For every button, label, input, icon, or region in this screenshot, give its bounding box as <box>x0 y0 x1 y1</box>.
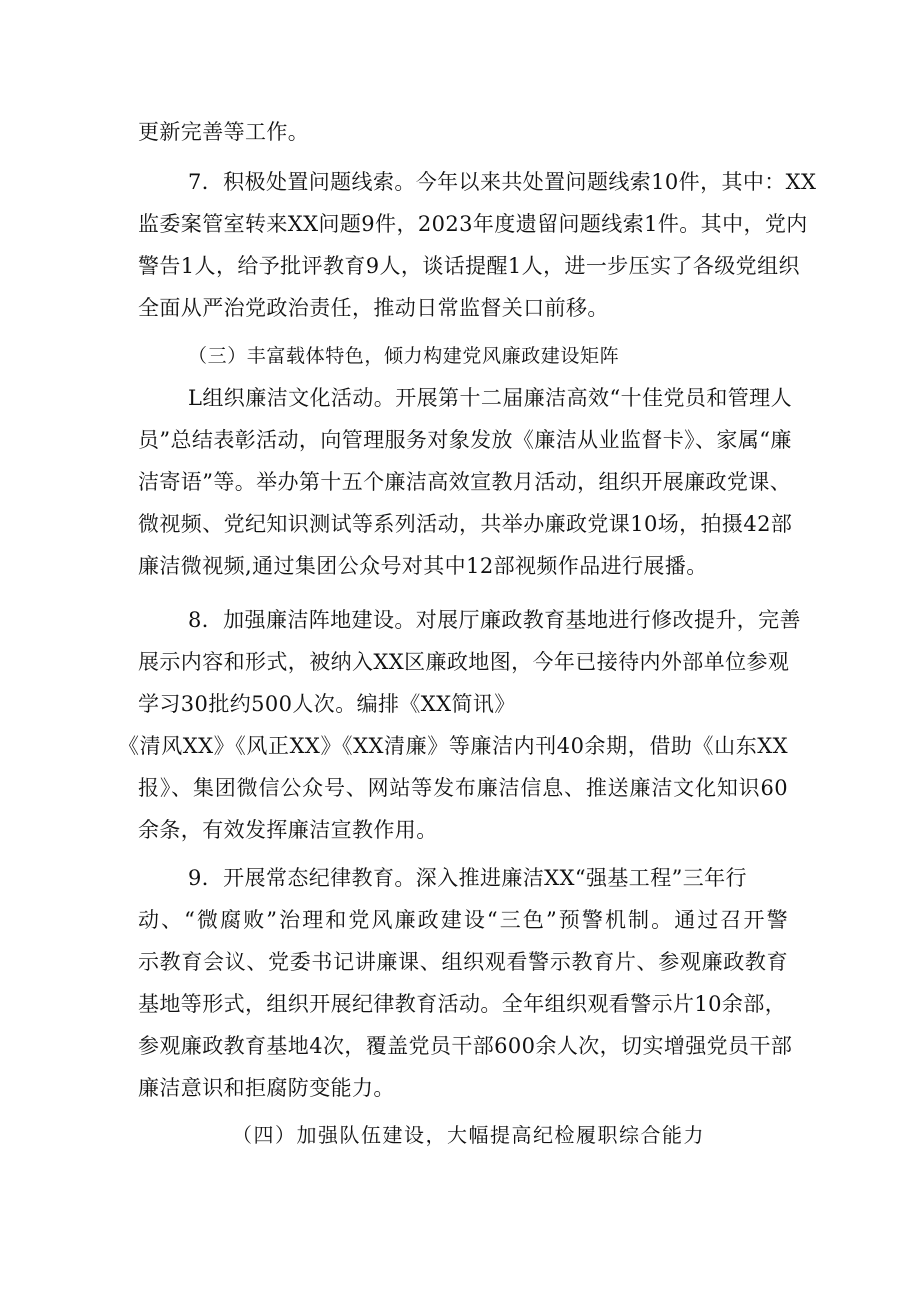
paragraph-l-line-4: 微视频、党纪知识测试等系列活动，共举办廉政党课10场，拍摄42部 <box>138 512 793 536</box>
paragraph-8-line-1: 8．加强廉洁阵地建设。对展厅廉政教育基地进行修改提升，完善 <box>188 608 801 632</box>
paragraph-8-line-3: 学习30批约500人次。编排《XX简讯》 <box>138 692 516 716</box>
paragraph-9-line-6: 廉洁意识和拒腐防变能力。 <box>138 1076 395 1100</box>
paragraph-7-line-1: 7．积极处置问题线索。今年以来共处置问题线索10件，其中：XX <box>188 170 817 194</box>
section-heading-4: （四）加强队伍建设，大幅提高纪检履职综合能力 <box>232 1123 705 1147</box>
paragraph-7-line-2: 监委案管室转来XX问题9件，2023年度遗留问题线索1件。其中，党内 <box>138 212 808 236</box>
paragraph-9-line-2: 动、“微腐败”治理和党风廉政建设“三色”预警机制。通过召开警 <box>138 908 788 932</box>
section-heading-3: （三）丰富载体特色，倾力构建党风廉政建设矩阵 <box>188 345 620 367</box>
paragraph-7-line-4: 全面从严治党政治责任，推动日常监督关口前移。 <box>138 296 609 320</box>
paragraph-9-line-3: 示教育会议、党委书记讲廉课、组织观看警示教育片、参观廉政教育 <box>138 950 788 974</box>
paragraph-continuation-line: 更新完善等工作。 <box>138 120 310 144</box>
paragraph-8-line-4: 《清风XX》《风正XX》《XX清廉》等廉洁内刊40余期，借助《山东XX <box>118 734 788 758</box>
paragraph-8-line-5: 报》、集团微信公众号、网站等发布廉洁信息、推送廉洁文化知识60 <box>138 776 788 800</box>
paragraph-9-line-1: 9．开展常态纪律教育。深入推进廉洁XX“强基工程”三年行 <box>188 866 747 890</box>
paragraph-9-line-5: 参观廉政教育基地4次，覆盖党员干部600余人次，切实增强党员干部 <box>138 1034 793 1058</box>
paragraph-8-line-6: 余条，有效发挥廉洁宣教作用。 <box>138 818 438 842</box>
paragraph-8-line-2: 展示内容和形式，被纳入XX区廉政地图，今年已接待内外部单位参观 <box>138 650 790 674</box>
paragraph-l-line-3: 洁寄语”等。举办第十五个廉洁高效宣教月活动，组织开展廉政党课、 <box>138 470 792 494</box>
paragraph-l-line-1: L组织廉洁文化活动。开展第十二届廉洁高效“十佳党员和管理人 <box>188 386 792 410</box>
paragraph-7-line-3: 警告1人，给予批评教育9人，谈话提醒1人，进一步压实了各级党组织 <box>138 254 800 278</box>
paragraph-l-line-5: 廉洁微视频,通过集团公众号对其中12部视频作品进行展播。 <box>138 554 708 578</box>
paragraph-l-line-2: 员”总结表彰活动，向管理服务对象发放《廉洁从业监督卡》、家属“廉 <box>138 428 792 452</box>
paragraph-9-line-4: 基地等形式，组织开展纪律教育活动。全年组织观看警示片10余部， <box>138 992 787 1016</box>
